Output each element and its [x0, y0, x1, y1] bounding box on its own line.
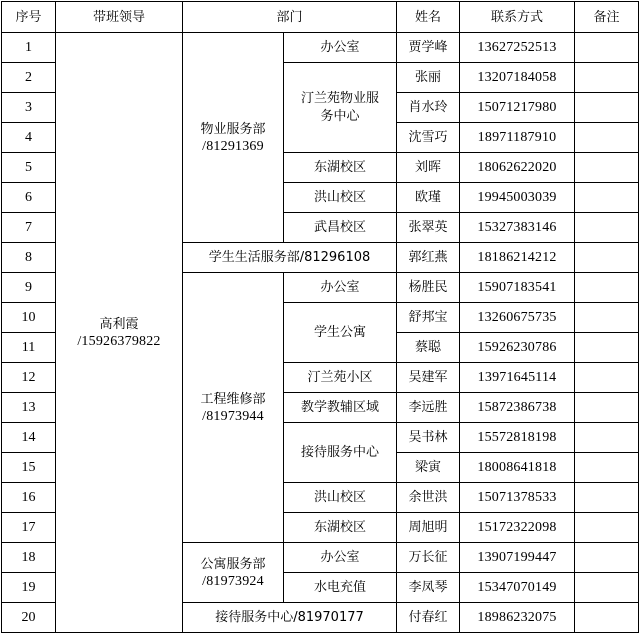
row-index: 2	[2, 63, 56, 93]
row-index: 6	[2, 183, 56, 213]
person-phone: 19945003039	[460, 183, 575, 213]
header-department: 部门	[183, 2, 397, 33]
subunit-office: 办公室	[284, 543, 397, 573]
person-phone: 18186214212	[460, 243, 575, 273]
person-remark	[575, 453, 639, 483]
row-index: 14	[2, 423, 56, 453]
person-name: 张丽	[397, 63, 460, 93]
dept-property-phone: /81291369	[202, 138, 264, 154]
header-index: 序号	[2, 2, 56, 33]
row-index: 17	[2, 513, 56, 543]
row-index: 12	[2, 363, 56, 393]
subunit-office: 办公室	[284, 33, 397, 63]
row-index: 11	[2, 333, 56, 363]
person-name: 肖水玲	[397, 93, 460, 123]
person-name: 杨胜民	[397, 273, 460, 303]
person-name: 李远胜	[397, 393, 460, 423]
person-remark	[575, 423, 639, 453]
subunit-tinglan-label: 汀兰苑物业服务中心	[300, 90, 379, 124]
person-remark	[575, 363, 639, 393]
header-row	[2, 2, 639, 33]
subunit-tinglan-community: 汀兰苑小区	[284, 363, 397, 393]
row-index: 18	[2, 543, 56, 573]
subunit-hongshan: 洪山校区	[284, 483, 397, 513]
contact-roster-table	[1, 1, 639, 633]
person-phone: 18986232075	[460, 603, 575, 633]
dept-property	[183, 33, 284, 243]
person-phone: 15872386738	[460, 393, 575, 423]
person-name: 郭红燕	[397, 243, 460, 273]
person-phone: 15926230786	[460, 333, 575, 363]
person-phone: 13627252513	[460, 33, 575, 63]
row-index: 8	[2, 243, 56, 273]
person-phone: 13907199447	[460, 543, 575, 573]
person-name: 贾学峰	[397, 33, 460, 63]
row-index: 16	[2, 483, 56, 513]
leader-name: 高利霞	[99, 316, 139, 332]
subunit-hongshan: 洪山校区	[284, 183, 397, 213]
person-phone: 15907183541	[460, 273, 575, 303]
person-name: 吴建军	[397, 363, 460, 393]
person-phone: 15572818198	[460, 423, 575, 453]
person-phone: 15327383146	[460, 213, 575, 243]
person-remark	[575, 93, 639, 123]
person-phone: 18008641818	[460, 453, 575, 483]
subunit-office: 办公室	[284, 273, 397, 303]
person-name: 李凤琴	[397, 573, 460, 603]
person-name: 付春红	[397, 603, 460, 633]
row-index: 13	[2, 393, 56, 423]
dept-engineering-name: 工程维修部	[200, 391, 266, 407]
person-name: 刘晖	[397, 153, 460, 183]
person-remark	[575, 213, 639, 243]
subunit-utilities: 水电充值	[284, 573, 397, 603]
row-index: 5	[2, 153, 56, 183]
person-phone: 18062622020	[460, 153, 575, 183]
subunit-tinglan	[284, 63, 397, 153]
dept-engineering-phone: /81973944	[202, 408, 264, 424]
subunit-teaching-area: 教学教辅区域	[284, 393, 397, 423]
dept-apartment-phone: /81973924	[202, 573, 264, 589]
person-remark	[575, 513, 639, 543]
header-leader: 带班领导	[56, 2, 183, 33]
subunit-wuchang: 武昌校区	[284, 213, 397, 243]
person-phone: 18971187910	[460, 123, 575, 153]
person-name: 蔡聪	[397, 333, 460, 363]
dept-property-name: 物业服务部	[200, 121, 266, 137]
person-phone: 13971645114	[460, 363, 575, 393]
row-index: 20	[2, 603, 56, 633]
row-index: 1	[2, 33, 56, 63]
subunit-donghu: 东湖校区	[284, 153, 397, 183]
person-name: 张翠英	[397, 213, 460, 243]
person-name: 万长征	[397, 543, 460, 573]
person-phone: 15172322098	[460, 513, 575, 543]
subunit-student-apartment: 学生公寓	[284, 303, 397, 363]
person-name: 周旭明	[397, 513, 460, 543]
person-phone: 15071217980	[460, 93, 575, 123]
person-name: 沈雪巧	[397, 123, 460, 153]
subunit-donghu: 东湖校区	[284, 513, 397, 543]
leader-cell	[56, 33, 183, 633]
header-remark: 备注	[575, 2, 639, 33]
person-phone: 13260675735	[460, 303, 575, 333]
header-name: 姓名	[397, 2, 460, 33]
header-contact: 联系方式	[460, 2, 575, 33]
row-index: 4	[2, 123, 56, 153]
person-remark	[575, 153, 639, 183]
person-remark	[575, 63, 639, 93]
person-remark	[575, 303, 639, 333]
person-name: 梁寅	[397, 453, 460, 483]
person-remark	[575, 483, 639, 513]
person-phone: 15347070149	[460, 573, 575, 603]
dept-apartment	[183, 543, 284, 603]
person-remark	[575, 33, 639, 63]
person-name: 舒邦宝	[397, 303, 460, 333]
row-index: 15	[2, 453, 56, 483]
person-remark	[575, 243, 639, 273]
person-remark	[575, 183, 639, 213]
row-index: 3	[2, 93, 56, 123]
person-name: 余世洪	[397, 483, 460, 513]
dept-apartment-name: 公寓服务部	[200, 556, 266, 572]
person-remark	[575, 273, 639, 303]
row-index: 19	[2, 573, 56, 603]
leader-phone: /15926379822	[77, 333, 161, 349]
person-remark	[575, 573, 639, 603]
row-index: 7	[2, 213, 56, 243]
person-phone: 15071378533	[460, 483, 575, 513]
person-remark	[575, 603, 639, 633]
person-remark	[575, 333, 639, 363]
person-remark	[575, 393, 639, 423]
row-index: 9	[2, 273, 56, 303]
person-name: 欧瑾	[397, 183, 460, 213]
person-name: 吴书林	[397, 423, 460, 453]
subunit-reception-center: 接待服务中心	[284, 423, 397, 483]
person-remark	[575, 123, 639, 153]
row-index: 10	[2, 303, 56, 333]
person-phone: 13207184058	[460, 63, 575, 93]
person-remark	[575, 543, 639, 573]
dept-engineering	[183, 273, 284, 543]
dept-student-life: 学生生活服务部/81296108	[183, 243, 397, 273]
dept-reception: 接待服务中心/81970177	[183, 603, 397, 633]
table-row	[2, 33, 639, 63]
